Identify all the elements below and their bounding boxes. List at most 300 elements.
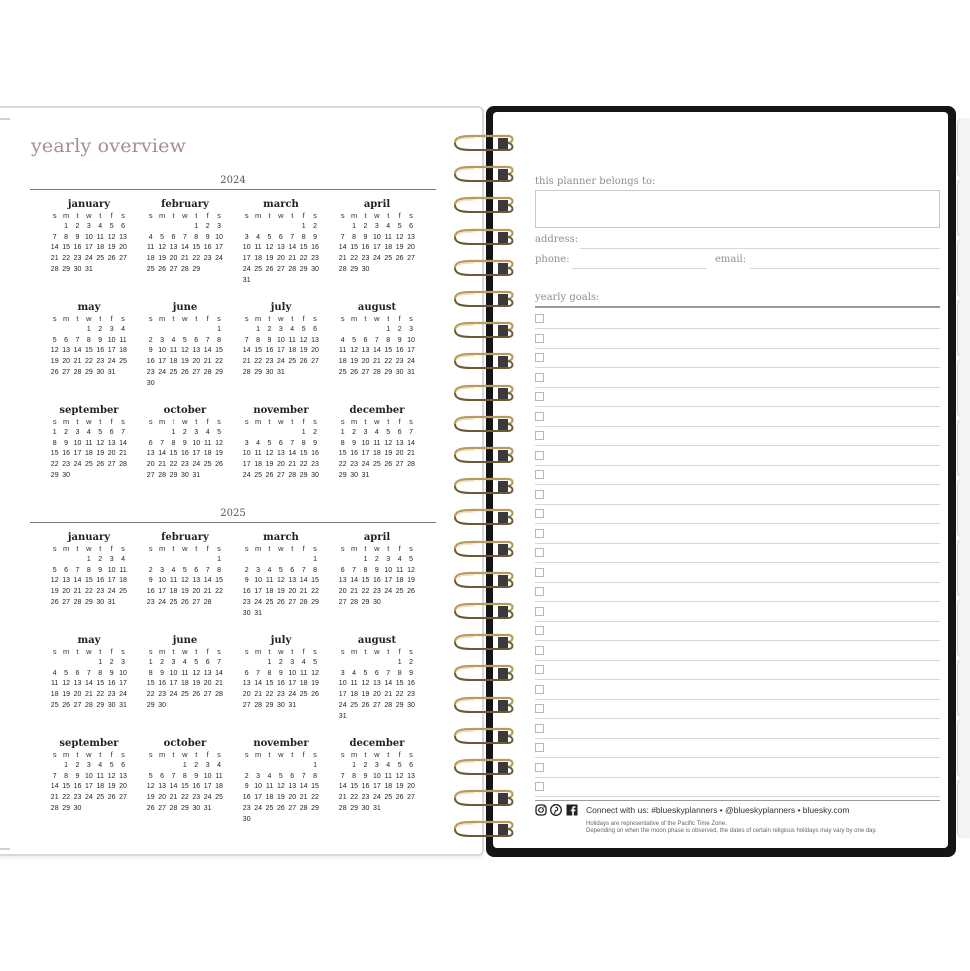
date-cell: 10 [192,439,201,447]
date-cell: 10 [84,772,93,780]
month-tab[interactable] [957,478,970,538]
weekday-letter: s [217,544,221,553]
empty-cell [179,222,190,233]
weekday-letter: s [313,647,317,656]
date-cell: 22 [299,461,308,469]
goal-checkbox[interactable] [535,490,544,499]
date-cell: 19 [50,358,59,366]
weekday-letter: w [86,544,92,553]
date-cell: 30 [146,379,155,387]
goal-row[interactable] [535,564,940,583]
goal-checkbox[interactable] [535,782,544,791]
date-cell: 16 [73,783,82,791]
goal-checkbox[interactable] [535,373,544,382]
goals-divider [535,306,940,308]
month-tab[interactable] [957,418,970,478]
date-cell: 30 [350,471,358,479]
date-cell: 22 [62,255,70,263]
phone-line[interactable] [572,268,707,269]
weekday-letter: s [52,417,57,426]
goal-row[interactable] [535,720,940,739]
goal-row[interactable] [535,466,940,485]
date-cell: 11 [96,233,104,241]
goal-checkbox[interactable] [535,412,544,421]
date-cell: 27 [62,368,70,376]
date-cell: 17 [169,680,178,688]
date-cell: 25 [169,598,178,606]
month-name: september [59,405,119,416]
goal-row[interactable] [535,310,940,329]
date-cell: 20 [62,588,70,596]
date-cell: 27 [338,598,347,606]
belongs-to-label: this planner belongs to: [535,176,656,187]
date-cell: 25 [299,691,308,699]
date-cell: 12 [407,566,415,574]
weekday-letter: t [387,417,390,426]
pinterest-icon[interactable] [550,804,562,816]
date-cell: 1 [301,222,306,230]
date-cell: 28 [338,804,347,812]
goal-row[interactable] [535,739,940,758]
date-cell: 8 [313,566,317,574]
date-cell: 15 [146,680,155,688]
address-line[interactable] [580,248,940,249]
month-name: march [263,532,299,543]
date-cell: 14 [50,244,59,252]
weekday-letter: s [121,750,125,759]
goal-checkbox[interactable] [535,646,544,655]
date-cell: 16 [350,450,358,458]
goal-row[interactable] [535,700,940,719]
date-cell: 15 [350,244,358,252]
weekday-letter: w [182,417,188,426]
month-tab[interactable] [957,658,970,718]
date-cell: 19 [299,347,308,355]
spiral-coil [452,228,518,246]
date-cell: 29 [338,471,347,479]
date-cell: 12 [215,439,223,447]
goal-checkbox[interactable] [535,509,544,518]
date-cell: 20 [119,244,127,252]
spiral-coil [452,602,518,620]
empty-cell [264,555,275,566]
spiral-coil [452,696,518,714]
date-cell: 1 [352,222,357,230]
date-cell: 21 [350,588,358,596]
date-cell: 27 [158,804,166,812]
weekday-letter: t [268,417,271,426]
date-cell: 1 [363,555,368,563]
goal-row[interactable] [535,544,940,563]
date-cell: 6 [290,566,295,574]
date-cell: 26 [276,804,285,812]
date-cell: 23 [96,588,105,596]
date-cell: 6 [148,439,153,447]
goal-row[interactable] [535,486,940,505]
date-cell: 4 [397,555,402,563]
goal-checkbox[interactable] [535,353,544,362]
weekday-letter: t [99,314,102,323]
date-cell: 7 [290,233,295,241]
date-cell: 7 [160,439,165,447]
date-grid [145,211,225,276]
instagram-icon[interactable] [535,804,547,816]
date-cell: 2 [313,222,317,230]
date-grid [337,647,417,723]
date-cell: 21 [299,794,308,802]
date-cell: 20 [311,347,319,355]
spiral-coil [452,415,518,433]
goal-row[interactable] [535,388,940,407]
date-cell: 22 [395,691,404,699]
date-grid [49,314,129,379]
goal-row[interactable] [535,681,940,700]
goal-row[interactable] [535,408,940,427]
goal-row[interactable] [535,349,940,368]
goal-checkbox[interactable] [535,470,544,479]
connect-text: Connect with us: #blueskyplanners • @blueskyplanners • bluesky.com [586,805,850,815]
weekday-letter: t [387,750,390,759]
month-tab[interactable] [957,118,970,178]
date-cell: 29 [384,368,393,376]
goal-row[interactable] [535,778,940,797]
date-cell: 2 [313,428,317,436]
date-cell: 27 [73,701,82,709]
owner-name-field[interactable] [535,190,940,228]
empty-cell [241,325,252,336]
date-cell: 9 [278,669,283,677]
weekday-letter: t [387,211,390,220]
email-line[interactable] [750,268,940,269]
date-cell: 8 [397,669,402,677]
date-grid [241,544,321,620]
date-cell: 4 [256,439,261,447]
date-cell: 17 [372,244,381,252]
date-cell: 28 [288,471,297,479]
weekday-letter: t [291,750,294,759]
date-cell: 15 [180,783,189,791]
date-cell: 8 [217,336,221,344]
date-cell: 12 [395,233,404,241]
empty-cell [252,428,263,439]
goal-checkbox[interactable] [535,763,544,772]
date-cell: 16 [96,577,105,585]
weekday-letter: f [110,211,113,220]
date-cell: 25 [254,265,262,273]
date-cell: 1 [352,761,357,769]
date-cell: 24 [84,794,93,802]
date-cell: 22 [50,461,59,469]
date-cell: 21 [288,255,297,263]
date-cell: 22 [350,255,358,263]
weekday-letter: s [148,750,153,759]
date-cell: 14 [338,783,347,791]
date-cell: 25 [50,701,59,709]
empty-cell [179,325,190,336]
weekday-letter: w [182,647,188,656]
month-tab[interactable] [957,598,970,658]
date-cell: 5 [109,222,114,230]
month-calendar-november [241,737,321,826]
date-cell: 30 [180,471,189,479]
goal-row[interactable] [535,447,940,466]
date-cell: 2 [363,761,368,769]
date-cell: 26 [96,461,105,469]
empty-cell [275,222,286,233]
month-name: march [263,199,299,210]
weekday-letter: w [374,417,380,426]
date-grid [241,647,321,712]
date-cell: 4 [171,566,176,574]
date-cell: 9 [148,577,153,585]
date-cell: 30 [107,701,116,709]
date-cell: 30 [311,265,319,273]
goal-checkbox[interactable] [535,334,544,343]
month-tab[interactable] [957,778,970,838]
weekday-letter: t [172,417,175,426]
date-cell: 15 [395,680,404,688]
date-cell: 2 [194,761,199,769]
goal-row[interactable] [535,525,940,544]
weekday-letter: s [244,750,249,759]
date-cell: 5 [52,566,57,574]
empty-cell [337,325,348,336]
date-cell: 17 [242,461,251,469]
date-cell: 28 [254,701,262,709]
month-calendar-february [145,531,225,609]
goal-row[interactable] [535,330,940,349]
goal-row[interactable] [535,759,940,778]
month-name: december [349,405,405,416]
date-cell: 26 [107,794,116,802]
date-cell: 25 [384,794,393,802]
weekday-letter: m [350,314,358,323]
goal-row[interactable] [535,583,940,602]
date-cell: 22 [146,691,155,699]
month-tab[interactable] [957,178,970,238]
date-cell: 28 [299,804,308,812]
date-cell: 7 [256,669,261,677]
date-cell: 23 [96,358,105,366]
weekday-letter: t [76,647,79,656]
date-cell: 10 [372,233,381,241]
month-tab[interactable] [957,358,970,418]
date-cell: 3 [244,439,249,447]
date-cell: 29 [395,701,404,709]
date-cell: 11 [339,347,347,355]
goal-checkbox[interactable] [535,392,544,401]
goal-row[interactable] [535,369,940,388]
month-tab[interactable] [957,298,970,358]
weekday-letter: s [217,314,221,323]
goal-checkbox[interactable] [535,626,544,635]
goal-checkbox[interactable] [535,685,544,694]
empty-cell [348,555,359,566]
date-cell: 14 [50,783,59,791]
date-cell: 5 [98,428,103,436]
date-cell: 23 [350,461,358,469]
goal-row[interactable] [535,427,940,446]
weekday-letter: t [195,417,198,426]
weekday-letter: m [350,211,358,220]
date-cell: 23 [361,255,370,263]
date-cell: 21 [338,794,347,802]
date-cell: 14 [299,783,308,791]
empty-cell [60,325,71,336]
date-cell: 14 [254,680,262,688]
goal-checkbox[interactable] [535,743,544,752]
date-cell: 6 [64,566,69,574]
goal-checkbox[interactable] [535,587,544,596]
goal-checkbox[interactable] [535,704,544,713]
goal-row[interactable] [535,642,940,661]
goal-checkbox[interactable] [535,529,544,538]
date-cell: 23 [203,255,212,263]
weekday-letter: t [172,544,175,553]
date-cell: 3 [244,233,249,241]
spiral-coil [452,758,518,776]
date-cell: 20 [158,794,166,802]
date-cell: 11 [169,577,178,585]
date-cell: 26 [215,461,223,469]
weekday-letter: t [364,211,367,220]
empty-cell [156,222,167,233]
date-cell: 22 [311,794,319,802]
date-cell: 26 [180,598,189,606]
date-cell: 2 [205,222,210,230]
date-cell: 19 [361,691,370,699]
date-cell: 24 [119,691,127,699]
empty-cell [202,325,213,336]
weekday-letter: s [52,211,57,220]
goal-checkbox[interactable] [535,665,544,674]
date-cell: 23 [395,358,404,366]
date-cell: 29 [265,701,274,709]
goal-row[interactable] [535,505,940,524]
date-cell: 21 [169,794,178,802]
date-cell: 22 [96,691,105,699]
date-cell: 12 [62,680,70,688]
weekday-letter: t [291,211,294,220]
facebook-icon[interactable] [566,804,578,816]
empty-cell [360,325,371,336]
goal-row[interactable] [535,661,940,680]
goal-checkbox[interactable] [535,451,544,460]
date-cell: 10 [254,577,262,585]
empty-cell [191,555,202,566]
date-cell: 22 [265,691,274,699]
date-cell: 16 [311,244,319,252]
date-cell: 18 [288,347,297,355]
date-cell: 9 [352,439,357,447]
date-cell: 6 [374,669,379,677]
date-cell: 5 [109,761,114,769]
date-cell: 21 [50,255,59,263]
date-cell: 27 [62,598,70,606]
date-cell: 21 [242,358,251,366]
date-cell: 21 [119,450,127,458]
month-tab[interactable] [957,538,970,598]
date-cell: 17 [203,783,212,791]
month-calendar-february [145,198,225,276]
date-cell: 10 [119,669,127,677]
goal-row[interactable] [535,622,940,641]
date-cell: 31 [119,701,127,709]
goal-row[interactable] [535,603,940,622]
date-cell: 13 [338,577,347,585]
date-cell: 28 [203,598,212,606]
weekday-letter: t [364,544,367,553]
date-cell: 19 [384,450,393,458]
spiral-coil [452,446,518,464]
weekday-letter: s [313,417,317,426]
date-cell: 5 [278,772,283,780]
date-cell: 4 [86,428,91,436]
date-cell: 7 [86,669,91,677]
date-cell: 6 [75,669,80,677]
empty-cell [168,222,179,233]
date-cell: 11 [51,680,59,688]
month-calendar-november [241,404,321,482]
month-tab[interactable] [957,718,970,778]
date-cell: 20 [372,691,381,699]
goal-checkbox[interactable] [535,568,544,577]
date-cell: 27 [276,471,285,479]
weekday-letter: s [313,314,317,323]
weekday-letter: f [302,750,305,759]
empty-cell [348,325,359,336]
date-cell: 13 [73,680,82,688]
date-cell: 1 [217,555,221,563]
date-cell: 5 [267,439,272,447]
date-cell: 18 [265,794,274,802]
date-cell: 13 [146,450,155,458]
date-cell: 12 [311,669,319,677]
date-cell: 14 [215,669,223,677]
empty-cell [337,761,348,772]
date-cell: 1 [171,428,176,436]
date-cell: 13 [311,336,319,344]
monthly-tabs[interactable] [957,118,970,838]
date-cell: 20 [169,255,178,263]
weekday-letter: m [62,750,70,759]
month-name: may [77,635,101,646]
goal-checkbox[interactable] [535,548,544,557]
date-cell: 23 [146,598,155,606]
goal-checkbox[interactable] [535,314,544,323]
date-cell: 19 [192,680,201,688]
date-cell: 15 [338,450,347,458]
goal-checkbox[interactable] [535,724,544,733]
goal-checkbox[interactable] [535,607,544,616]
month-tab[interactable] [957,238,970,298]
date-cell: 23 [180,461,189,469]
date-cell: 1 [86,325,91,333]
empty-cell [252,761,263,772]
weekday-letter: f [398,314,401,323]
date-cell: 6 [244,669,249,677]
month-calendar-august [337,634,417,723]
weekday-letter: t [364,647,367,656]
date-cell: 4 [386,761,391,769]
weekday-letter: s [244,314,249,323]
date-cell: 18 [96,783,105,791]
goal-checkbox[interactable] [535,431,544,440]
date-cell: 26 [350,368,358,376]
date-cell: 9 [205,233,210,241]
date-cell: 10 [107,336,116,344]
empty-cell [49,222,60,233]
